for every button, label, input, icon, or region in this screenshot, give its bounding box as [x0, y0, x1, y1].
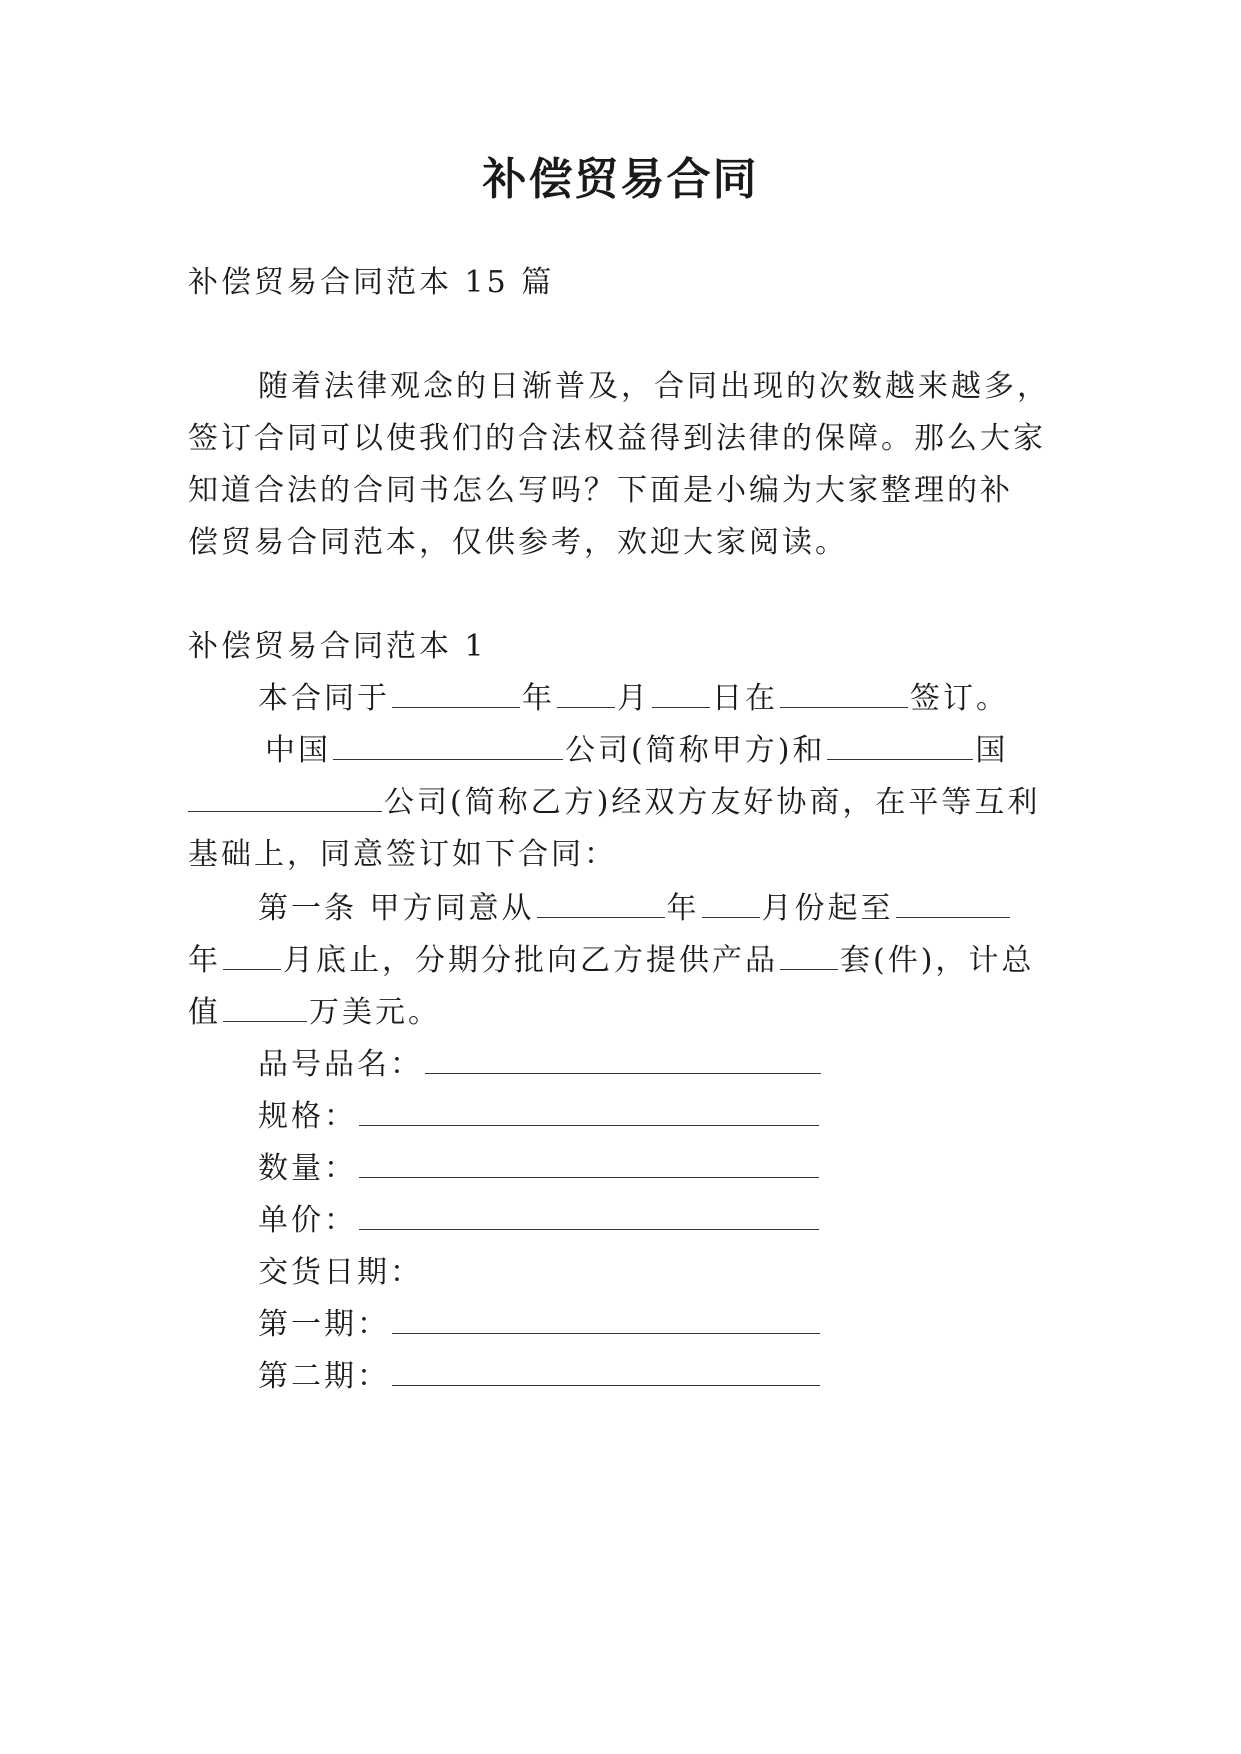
blank-field[interactable] [425, 1047, 821, 1074]
blank-field[interactable] [392, 681, 520, 708]
field-label: 规格： [258, 1099, 357, 1134]
field-label: 单价： [258, 1203, 357, 1238]
field-label: 第一期： [258, 1307, 390, 1342]
blank-field[interactable] [537, 891, 665, 918]
field-phase1 [258, 1305, 822, 1345]
blank-field[interactable] [359, 1203, 819, 1230]
article-text: 年 [666, 891, 700, 926]
blank-field[interactable] [557, 681, 615, 708]
field-product [258, 1045, 823, 1085]
field-label: 品号品名： [258, 1047, 423, 1082]
article1-line-3 [188, 993, 441, 1033]
blank-field[interactable] [188, 785, 382, 812]
signing-text: 年 [522, 681, 555, 716]
blank-field[interactable] [359, 1151, 819, 1178]
blank-field[interactable] [392, 1359, 820, 1386]
parties-line-3: 基础上，同意签订如下合同： [188, 837, 617, 872]
document-title: 补偿贸易合同 [482, 154, 759, 205]
field-quantity [258, 1149, 821, 1189]
field-label: 第二期： [258, 1359, 390, 1394]
article-text: 套(件)，计总 [840, 943, 1035, 978]
parties-text: 公司(简称乙方)经双方友好协商，在平等互利 [384, 785, 1041, 820]
signing-text: 本合同于 [258, 681, 390, 716]
blank-field[interactable] [223, 943, 281, 970]
article-text: 月份起至 [761, 891, 894, 926]
signing-text: 日在 [712, 681, 778, 716]
blank-field[interactable] [392, 1307, 820, 1334]
blank-field[interactable] [333, 733, 563, 760]
signing-text: 签订。 [910, 681, 1009, 716]
blank-field[interactable] [652, 681, 710, 708]
article-text: 年 [188, 943, 221, 978]
article-text: 月底止，分期分批向乙方提供产品 [283, 943, 778, 978]
signing-text: 月 [617, 681, 650, 716]
blank-field[interactable] [702, 891, 760, 918]
field-label: 交货日期： [258, 1255, 423, 1290]
intro-line-3: 知道合法的合同书怎么写吗？下面是小编为大家整理的补 [188, 473, 1013, 508]
section-heading: 补偿贸易合同范本 1 [188, 629, 487, 664]
field-phase2 [258, 1357, 822, 1397]
parties-line-1 [265, 731, 1008, 771]
blank-field[interactable] [223, 995, 307, 1022]
blank-field[interactable] [780, 681, 908, 708]
intro-line-4: 偿贸易合同范本，仅供参考，欢迎大家阅读。 [188, 525, 848, 560]
article-text: 值 [188, 995, 221, 1030]
field-label: 数量： [258, 1151, 357, 1186]
article1-line-1 [258, 889, 1012, 929]
field-spec [258, 1097, 821, 1137]
intro-line-2: 签订合同可以使我们的合法权益得到法律的保障。那么大家 [188, 421, 1046, 456]
parties-text: 公司(简称甲方)和 [565, 733, 826, 768]
signing-line [258, 679, 1009, 719]
blank-field[interactable] [827, 733, 973, 760]
article-text: 万美元。 [309, 995, 441, 1030]
blank-field[interactable] [359, 1099, 819, 1126]
document-subtitle: 补偿贸易合同范本 15 篇 [188, 265, 555, 300]
parties-text: 中国 [265, 733, 331, 768]
parties-text: 国 [975, 733, 1009, 768]
parties-line-2 [188, 783, 1040, 823]
field-price [258, 1201, 821, 1241]
article1-line-2 [188, 941, 1034, 981]
blank-field[interactable] [896, 891, 1010, 918]
intro-line-1: 随着法律观念的日渐普及，合同出现的次数越来越多， [258, 369, 1050, 404]
blank-field[interactable] [780, 943, 838, 970]
field-delivery [258, 1253, 423, 1293]
article-text: 第一条 甲方同意从 [258, 891, 535, 926]
